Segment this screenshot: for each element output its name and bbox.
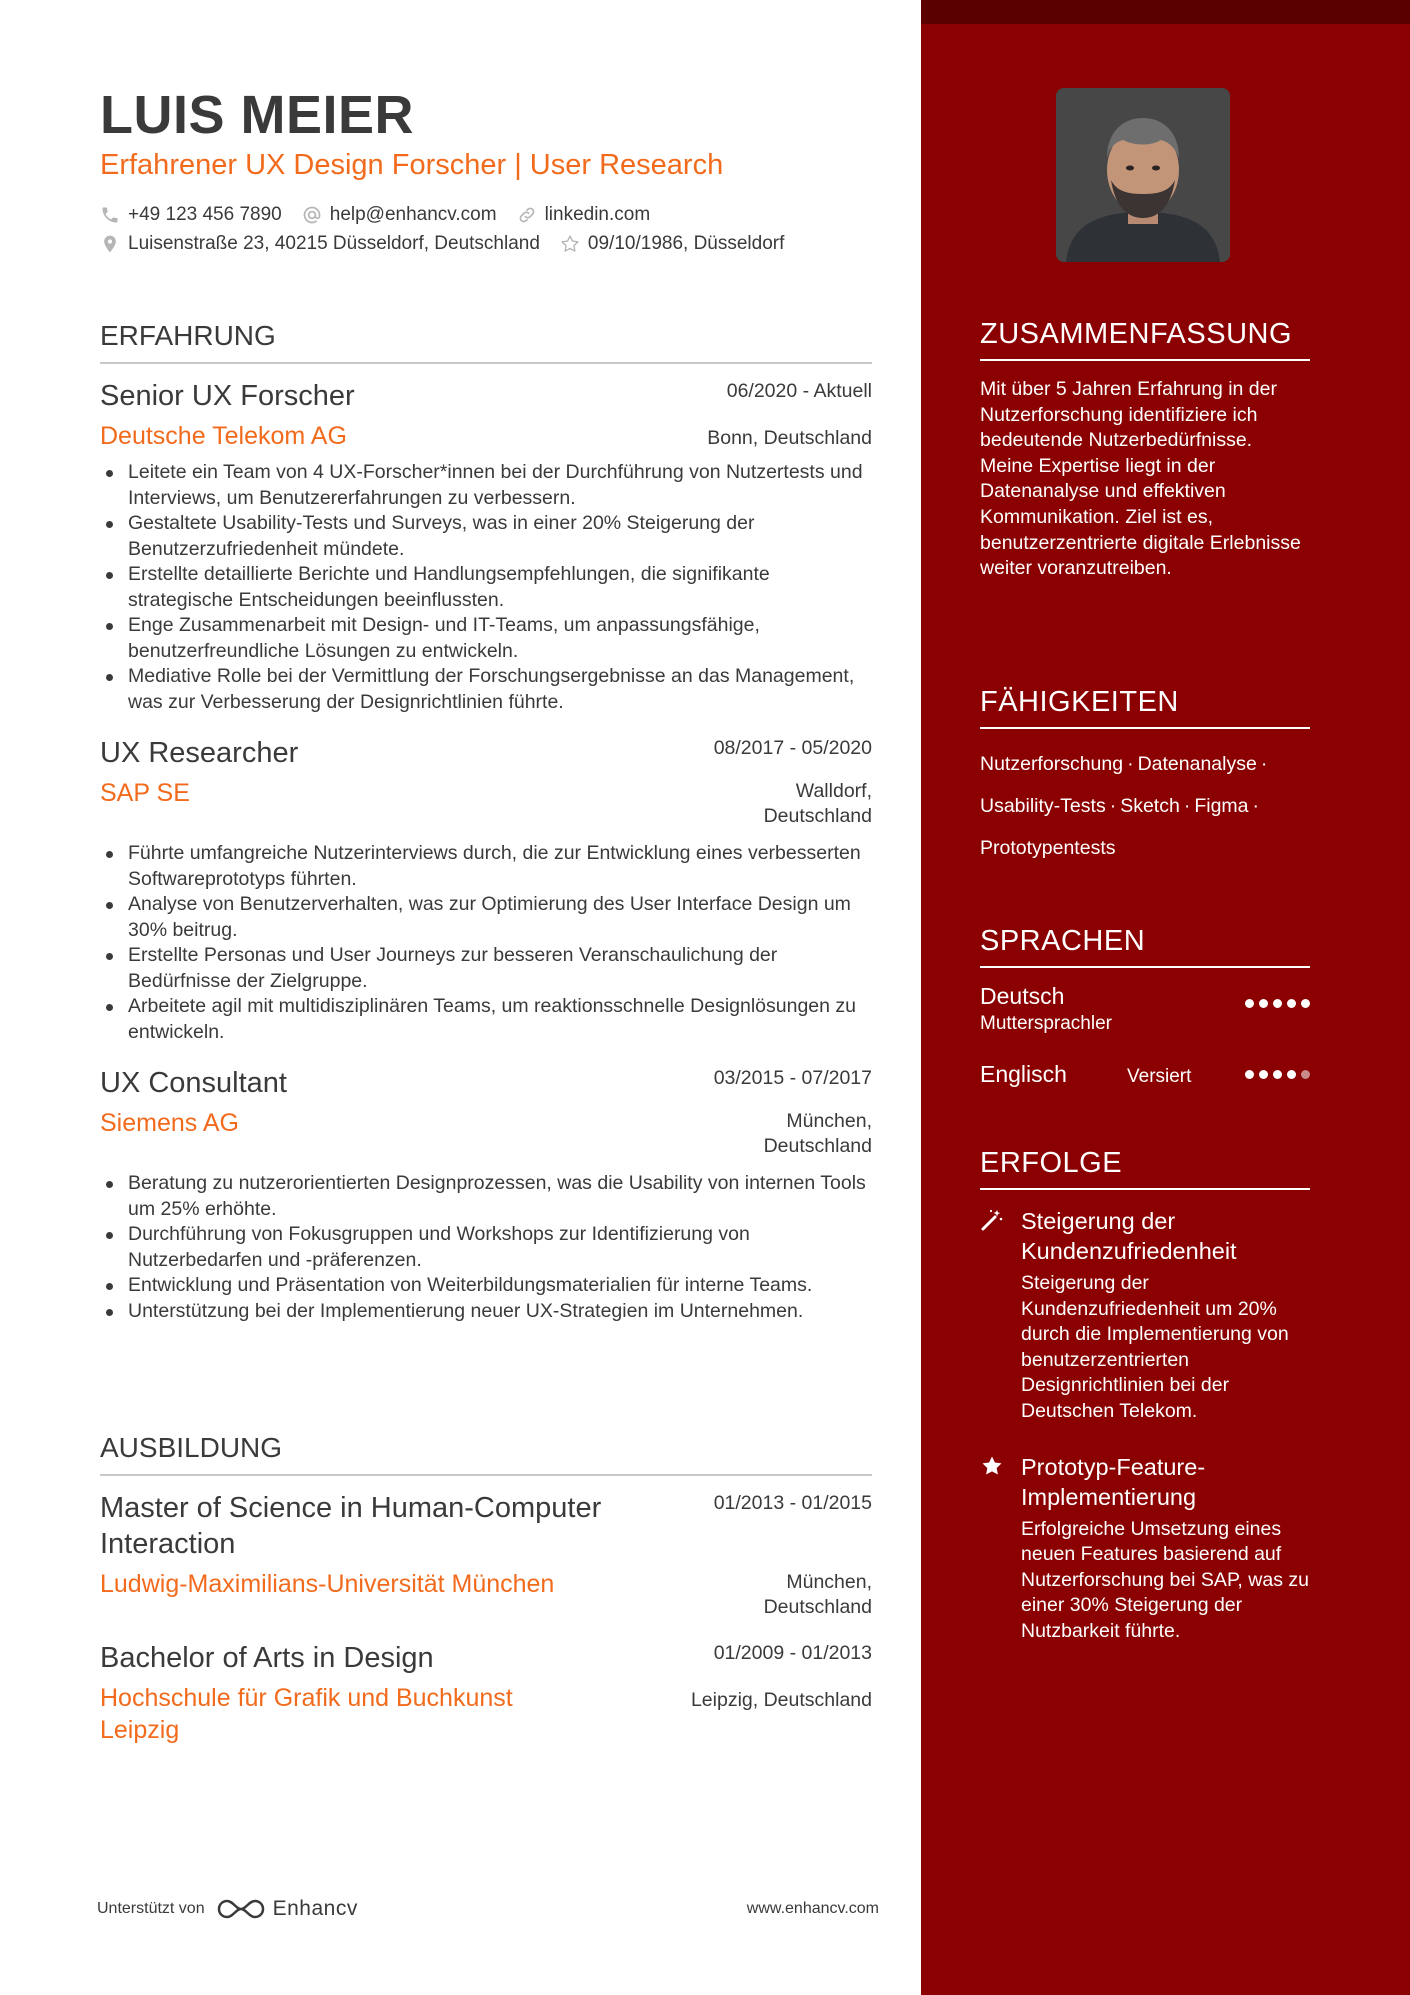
job-dates: 06/2020 - Aktuell (726, 380, 872, 402)
job-location-line-2: Deutschland (763, 805, 872, 827)
job-company: Siemens AG (100, 1109, 239, 1137)
phone-icon (100, 205, 120, 225)
job-location-line-1: Walldorf, (795, 780, 872, 802)
skill-tag: Figma (1194, 795, 1249, 817)
skill-tag: Datenanalyse (1137, 753, 1257, 775)
job-role: UX Consultant (100, 1067, 287, 1099)
degree-line-2: Interaction (100, 1528, 236, 1560)
summary-section (980, 318, 1310, 582)
rating-dot-filled (1245, 999, 1254, 1008)
rating-dot-filled (1287, 999, 1296, 1008)
language-level: Muttersprachler (980, 1013, 1112, 1034)
list-item: Leitete ein Team von 4 UX-Forscher*innen bei der Durchführung von Nutzertests und Interviews, um Benutzererfahrungen zu verbessern. (100, 460, 872, 511)
list-item: Unterstützung bei der Implementierung neuer UX-Strategien im Unternehmen. (100, 1299, 872, 1325)
achievement-title: Prototyp-Feature-Implementierung (1021, 1453, 1206, 1510)
list-item: Entwicklung und Präsentation von Weiterbildungsmaterialien für interne Teams. (100, 1273, 872, 1299)
list-item: Arbeitete agil mit multidisziplinären Teams, um reaktionsschnelle Designlösungen zu entwickeln. (100, 994, 872, 1045)
magic-wand-icon (980, 1208, 1004, 1232)
job-entry (100, 1065, 872, 1324)
summary-title: ZUSAMMENFASSUNG (980, 318, 1310, 361)
job-location: Bonn, Deutschland (707, 427, 872, 449)
education-location: Leipzig, Deutschland (690, 1689, 872, 1711)
job-role: Senior UX Forscher (100, 380, 355, 412)
summary-text: Mit über 5 Jahren Erfahrung in der Nutzerforschung identifiziere ich bedeutende Nutzerbedürfnisse. Meine Expertise liegt in der Datenanalyse und effektiven Kommunikation. Ziel ist es, benutzerzentrierte digitale Erlebnisse weiter voranzutreiben. (980, 378, 1301, 580)
degree-title: Bachelor of Arts in Design (100, 1642, 434, 1674)
job-company: SAP SE (100, 779, 190, 807)
education-entry (100, 1490, 872, 1618)
achievement-item (980, 1452, 1310, 1645)
profile-photo (1056, 88, 1230, 262)
achievement-item (980, 1206, 1310, 1425)
email-text: help@enhancv.com (329, 204, 497, 225)
language-rating (1245, 1070, 1310, 1079)
skills-list: Nutzerforschung · Datenanalyse · Usability-Tests · Sketch · Figma · Prototypentests (980, 753, 1268, 859)
achievement-desc: Steigerung der Kundenzufriedenheit um 20% durch die Implementierung von benutzerzentrierten Designrichtlinien bei der Deutschen Telekom. (1021, 1272, 1289, 1422)
link-text: linkedin.com (544, 204, 651, 225)
name: LUIS MEIER (100, 85, 415, 145)
list-item: Erstellte detaillierte Berichte und Handlungsempfehlungen, die signifikante strategische Entscheidungen beeinflussten. (100, 562, 872, 613)
list-item: Mediative Rolle bei der Vermittlung der Forschungsergebnisse an das Management, was zur Verbesserung der Designrichtlinien führte. (100, 664, 872, 715)
achievements-section (980, 1147, 1310, 1645)
skill-tag: Nutzerforschung (980, 753, 1124, 775)
job-dates: 08/2017 - 05/2020 (713, 737, 872, 759)
contact-link[interactable] (517, 204, 651, 226)
contact-birth (560, 233, 784, 255)
sidebar-top-bar (921, 0, 1410, 24)
enhancv-logo-icon (215, 1895, 267, 1923)
footer-powered (97, 1895, 358, 1923)
school-line-2: Leipzig (100, 1716, 180, 1744)
phone-text: +49 123 456 7890 (128, 204, 282, 225)
language-row (980, 1061, 1310, 1101)
avatar-icon (1056, 88, 1230, 262)
education-location-line-1: München, (786, 1571, 872, 1593)
languages-section (980, 925, 1310, 1101)
location-pin-icon (100, 234, 120, 254)
list-item: Beratung zu nutzerorientierten Designprozessen, was die Usability von internen Tools um 25% erhöhte. (100, 1171, 872, 1222)
job-bullets (100, 1171, 872, 1324)
job-location (764, 779, 872, 829)
language-row (980, 983, 1310, 1045)
achievement-title: Steigerung der Kundenzufriedenheit (1021, 1208, 1237, 1264)
languages-title: SPRACHEN (980, 925, 1310, 968)
skills-title: FÄHIGKEITEN (980, 686, 1310, 729)
contact-row-1 (100, 204, 670, 226)
job-location-line-2: Deutschland (763, 1135, 872, 1157)
job-company: Deutsche Telekom AG (100, 422, 347, 450)
education-dates: 01/2013 - 01/2015 (713, 1492, 872, 1514)
job-location (764, 1109, 872, 1159)
headline: Erfahrener UX Design Forscher | User Research (100, 149, 724, 181)
experience-section (100, 320, 872, 1324)
school-line-1: Hochschule für Grafik und Buchkunst (100, 1684, 513, 1712)
education-entry (100, 1640, 872, 1746)
contact-phone (100, 204, 282, 226)
list-item: Enge Zusammenarbeit mit Design- und IT-Teams, um anpassungsfähige, benutzerfreundliche Lösungen zu entwickeln. (100, 613, 872, 664)
degree-line-1: Master of Science in Human-Computer (100, 1492, 602, 1524)
star-icon (980, 1454, 1004, 1478)
skill-tag: Sketch (1120, 795, 1180, 817)
rating-dot-filled (1301, 999, 1310, 1008)
birth-text: 09/10/1986, Düsseldorf (587, 233, 785, 254)
language-rating (1245, 999, 1310, 1008)
job-entry (100, 735, 872, 1045)
job-role: UX Researcher (100, 737, 299, 769)
address-text: Luisenstraße 23, 40215 Düsseldorf, Deutschland (128, 233, 540, 254)
contact-row-2 (100, 233, 804, 255)
achievement-desc: Erfolgreiche Umsetzung eines neuen Features basierend auf Nutzerforschung bei SAP, was zu einer 30% Steigerung der Nutzbarkeit führte. (1021, 1517, 1309, 1642)
list-item: Analyse von Benutzerverhalten, was zur Optimierung des User Interface Design um 30% beitrug. (100, 892, 872, 943)
link-icon (517, 205, 537, 225)
language-name: Deutsch (980, 983, 1065, 1009)
skill-tag: Usability-Tests (980, 795, 1106, 817)
rating-dot-filled (1259, 999, 1268, 1008)
school-name: Ludwig-Maximilians-Universität München (100, 1570, 555, 1598)
sidebar (921, 0, 1410, 1995)
education-title: AUSBILDUNG (100, 1432, 872, 1476)
at-icon (302, 205, 322, 225)
job-bullets (100, 841, 872, 1045)
footer-brand: Enhancv (272, 1897, 358, 1920)
skill-tag: Prototypentests (980, 837, 1116, 859)
powered-by-text: Unterstützt von (97, 1900, 205, 1917)
rating-dot-empty (1301, 1070, 1310, 1079)
contact-address (100, 233, 540, 255)
job-location-line-1: München, (786, 1110, 872, 1132)
list-item: Gestaltete Usability-Tests und Surveys, was in einer 20% Steigerung der Benutzerzufriedenheit mündete. (100, 511, 872, 562)
rating-dot-filled (1245, 1070, 1254, 1079)
language-level: Versiert (1127, 1066, 1192, 1087)
job-dates: 03/2015 - 07/2017 (713, 1067, 872, 1089)
education-location (764, 1570, 872, 1620)
job-bullets (100, 460, 872, 715)
education-dates: 01/2009 - 01/2013 (713, 1642, 872, 1664)
education-location-line-2: Deutschland (763, 1596, 872, 1618)
footer-url[interactable]: www.enhancv.com (746, 1900, 879, 1917)
experience-title: ERFAHRUNG (100, 320, 872, 364)
achievements-title: ERFOLGE (980, 1147, 1310, 1190)
rating-dot-filled (1287, 1070, 1296, 1079)
language-name: Englisch (980, 1061, 1067, 1087)
rating-dot-filled (1259, 1070, 1268, 1079)
job-entry (100, 378, 872, 715)
list-item: Durchführung von Fokusgruppen und Workshops zur Identifizierung von Nutzerbedarfen und -präferenzen. (100, 1222, 872, 1273)
list-item: Führte umfangreiche Nutzerinterviews durch, die zur Entwicklung eines verbesserten Softwareprototyps führten. (100, 841, 872, 892)
education-section (100, 1432, 872, 1746)
contact-email[interactable] (302, 204, 497, 226)
rating-dot-filled (1273, 1070, 1282, 1079)
rating-dot-filled (1273, 999, 1282, 1008)
star-outline-icon (560, 234, 580, 254)
list-item: Erstellte Personas und User Journeys zur besseren Veranschaulichung der Bedürfnisse der Zielgruppe. (100, 943, 872, 994)
skills-section (980, 686, 1310, 869)
